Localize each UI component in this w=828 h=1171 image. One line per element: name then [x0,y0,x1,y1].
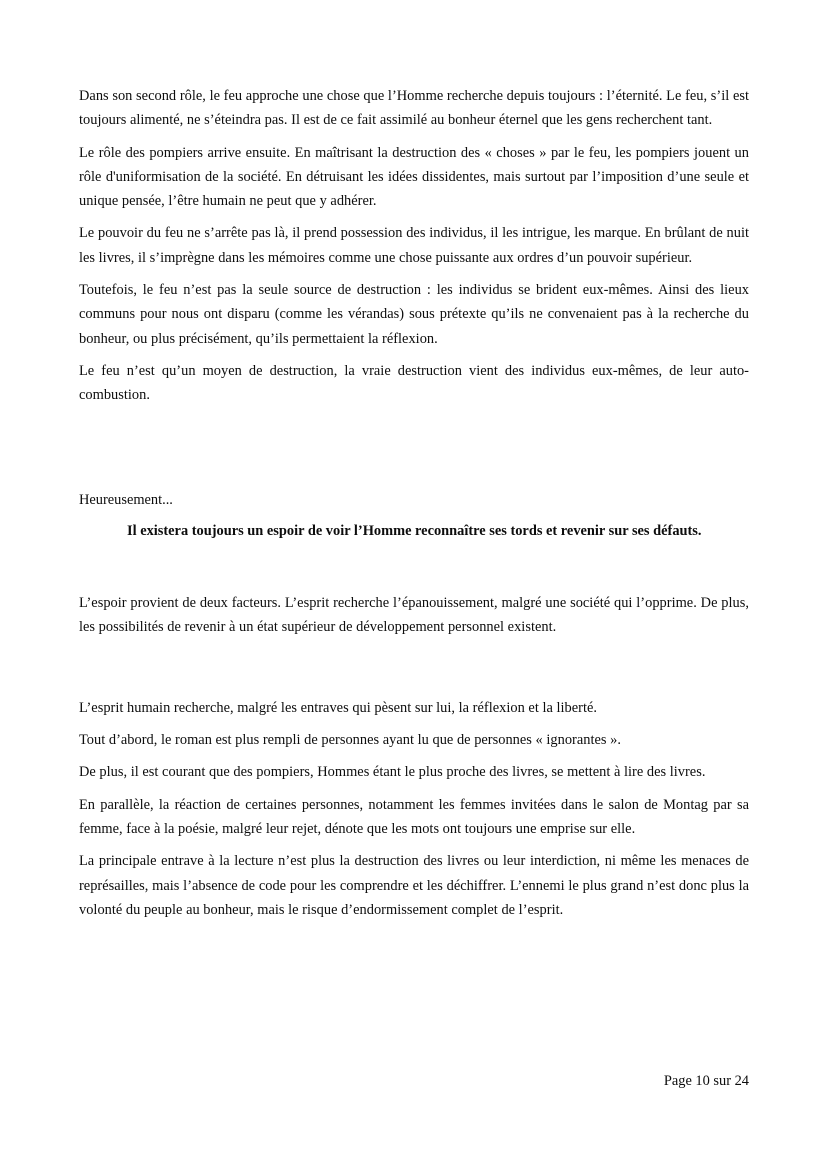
section-spacer-medium-1 [79,543,749,591]
section-spacer-large [79,416,749,488]
bold-statement-espoir: Il existera toujours un espoir de voir l’Homme reconnaître ses tords et revenir sur ses défauts. [127,522,702,539]
paragraph-tout-dabord: Tout d’abord, le roman est plus rempli de personnes ayant lu que de personnes « ignorantes ». [79,732,621,749]
page-footer [79,1071,749,1091]
paragraph-toutefois: Toutefois, le feu n’est pas la seule source de destruction : les individus se brident eux-mêmes. Ainsi des lieux communs pour nous ont disparu (comme les vérandas) sous prétexte qu’ils ne convenaient pas à la recherche du bonheur, ou plus précisément, qu’ils permettaient la réflexion. [79,282,749,347]
paragraph-pouvoir-du-feu: Le pouvoir du feu ne s’arrête pas là, il prend possession des individus, il les intrigue, les marque. En brûlant de nuit les livres, il s’imprègne dans les mémoires comme une chose puissante aux ordres d’un pouvoir supérieur. [79,225,749,266]
paragraph-role-pompiers: Le rôle des pompiers arrive ensuite. En maîtrisant la destruction des « choses » par le feu, les pompiers jouent un rôle d'uniformisation de la société. En détruisant les idées dissidentes, mais surtout par l’imposition d’une seule et unique pensée, l’être humain ne peut que y adhérer. [79,144,749,210]
paragraph-de-plus-pompiers: De plus, il est courant que des pompiers, Hommes étant le plus proche des livres, se mettent à lire des livres. [79,764,706,781]
page-number-label: Page 10 sur 24 [663,1073,749,1089]
paragraph-espoir-deux-facteurs: L’espoir provient de deux facteurs. L’esprit recherche l’épanouissement, malgré une société qui l’opprime. De plus, les possibilités de revenir à un état supérieur de développement personnel existent. [79,595,749,636]
paragraph-esprit-humain: L’esprit humain recherche, malgré les entraves qui pèsent sur lui, la réflexion et la liberté. [79,699,598,716]
paragraph-en-parallele: En parallèle, la réaction de certaines personnes, notamment les femmes invitées dans le salon de Montag par sa femme, face à la poésie, malgré leur rejet, dénote que les mots ont toujours une emprise sur elle. [79,796,749,837]
section-spacer-medium-2 [79,648,749,696]
paragraph-principale-entrave: La principale entrave à la lecture n’est plus la destruction des livres ou leur interdiction, ni même les menaces de représailles, mais l’absence de code pour les comprendre et les déchiffrer. L’ennemi le plus grand n’est donc plus la volonté du peuple au bonheur, mais le risque d’endormissement complet de l’esprit. [79,853,749,918]
lead-in-heureusement: Heureusement... [79,491,173,508]
document-text-column [79,84,749,922]
paragraph-second-role: Dans son second rôle, le feu approche une chose que l’Homme recherche depuis toujours : l’éternité. Le feu, s’il est toujours alimenté, ne s’éteindra pas. Il est de ce fait assimilé au bonheur éternel que les gens recherchent tant. [79,88,749,129]
paragraph-auto-combustion: Le feu n’est qu’un moyen de destruction, la vraie destruction vient des individus eux-mêmes, de leur auto-combustion. [79,362,749,404]
